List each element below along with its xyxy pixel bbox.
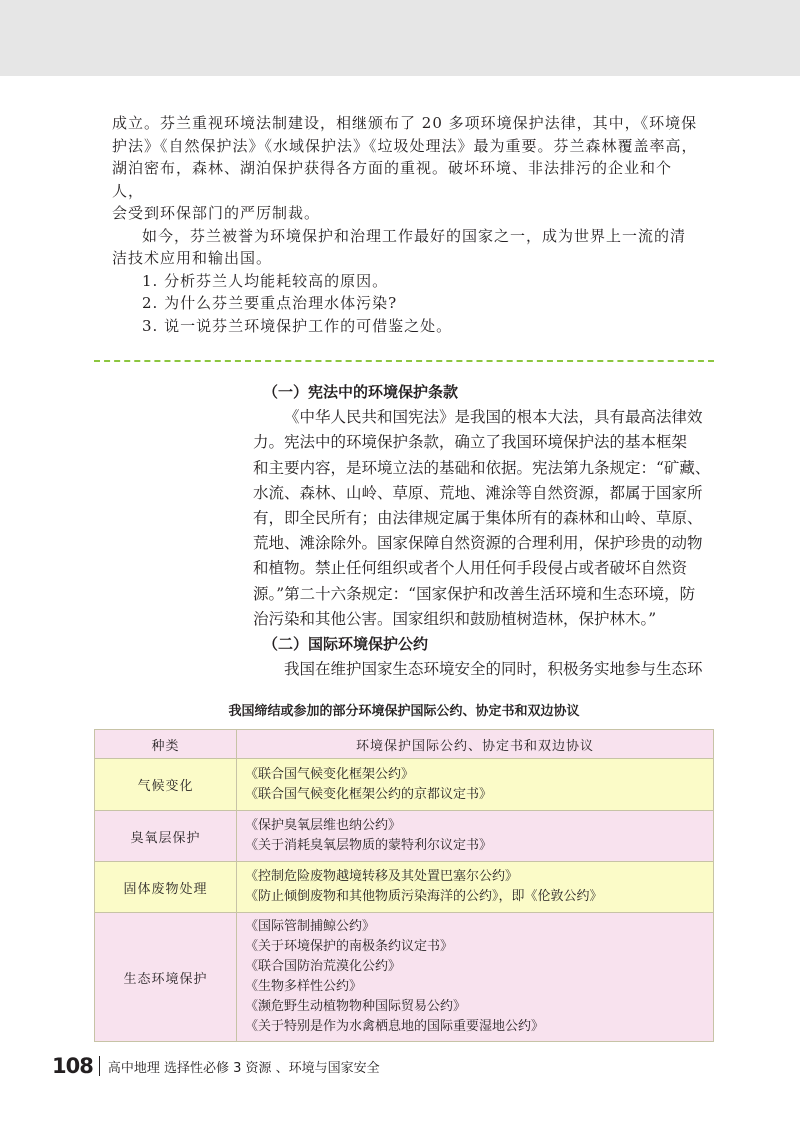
page-footer [52,1054,380,1078]
treaty-item: 《生物多样性公约》 [245,979,363,994]
book-title: 高中地理 选择性必修 3 资源 、环境与国家安全 [107,1060,380,1076]
law-para1-line: 力。宪法中的环境保护条款，确立了我国环境保护法的基本框架 [253,433,688,452]
footer-divider [99,1056,100,1076]
row-category: 固体废物处理 [95,862,237,913]
treaty-item: 《关于环境保护的南极条约议定书》 [245,939,454,954]
case-para1-line: 成立。芬兰重视环境法制建设，相继颁布了 20 多项环境保护法律，其中，《环境保 [112,114,698,132]
header-category: 种类 [95,730,237,759]
heading-constitution: （一）宪法中的环境保护条款 [263,383,459,401]
treaty-item: 《防止倾倒废物和其他物质污染海洋的公约》，即《伦敦公约》 [245,889,603,904]
case-para2-line: 如今，芬兰被誉为环境保护和治理工作最好的国家之一，成为世界上一流的清 [142,226,687,245]
case-para1-line: 会受到环保部门的严厉制裁。 [112,204,321,222]
row-items [237,913,714,1042]
page-number: 108 [52,1054,93,1078]
heading-international: （二）国际环境保护公约 [263,635,429,654]
law-para1-line: 源。”第二十六条规定：“国家保护和改善生活环境和生态环境，防 [253,584,696,603]
treaty-item: 《国际管制捕鲸公约》 [245,919,376,934]
table-row [95,913,714,1042]
law-para1-line: 治污染和其他公害。国家组织和鼓励植树造林，保护林木。” [253,609,657,628]
case-question-2: 2. 为什么芬兰要重点治理水体污染? [142,294,398,312]
law-para1-line: 水流、森林、山岭、草原、荒地、滩涂等自然资源，都属于国家所 [253,483,703,502]
row-category: 气候变化 [95,759,237,811]
law-section [253,380,721,682]
table-row [95,759,714,811]
table-row [95,862,714,913]
row-items [237,811,714,862]
treaty-item: 《联合国气候变化框架公约》 [245,766,415,782]
law-para1-line: 《中华人民共和国宪法》是我国的根本大法，具有最高法律效 [284,408,703,427]
case-para1-line: 护法》《自然保护法》《水域保护法》《垃圾处理法》最为重要。芬兰森林覆盖率高， [112,136,698,155]
treaty-item: 《关于消耗臭氧层物质的蒙特利尔议定书》 [245,838,493,853]
treaty-item: 《联合国气候变化框架公约的京都议定书》 [245,786,493,802]
case-question-3: 3. 说一说芬兰环境保护工作的可借鉴之处。 [142,316,453,335]
law-para2-line: 我国在维护国家生态环境安全的同时，积极务实地参与生态环 [284,660,703,679]
treaty-table [94,729,714,1042]
law-para1-line: 和植物。禁止任何组织或者个人用任何手段侵占或者破坏自然资 [253,559,688,578]
treaty-item: 《联合国防治荒漠化公约》 [245,959,402,974]
top-gray-band [0,0,800,76]
row-category: 臭氧层保护 [95,811,237,862]
section-divider [94,360,714,362]
treaty-item: 《关于特别是作为水禽栖息地的国际重要湿地公约》 [245,1019,545,1034]
table-header-row [95,730,714,759]
row-items [237,862,714,913]
header-treaties: 环境保护国际公约、协定书和双边协议 [237,730,714,759]
table-caption: 我国缔结或参加的部分环境保护国际公约、协定书和双边协议 [228,704,580,719]
treaty-item: 《控制危险废物越境转移及其处置巴塞尔公约》 [245,869,519,884]
case-para2-line: 洁技术应用和输出国。 [112,249,273,267]
row-category: 生态环境保护 [95,913,237,1042]
law-para1-line: 和主要内容，是环境立法的基础和依据。宪法第九条规定：“矿藏、 [253,458,711,477]
law-para1-line: 荒地、滩涂除外。国家保障自然资源的合理利用，保护珍贵的动物 [253,534,703,553]
treaty-item: 《保护臭氧层维也纳公约》 [245,818,402,833]
row-items [237,759,714,811]
law-para1-line: 有，即全民所有；由法律规定属于集体所有的森林和山岭、草原、 [253,509,703,528]
case-study-text [112,112,702,337]
table-row [95,811,714,862]
case-para1-line: 湖泊密布，森林、湖泊保护获得各方面的重视。破坏环境、非法排污的企业和个人， [112,159,673,200]
treaty-item: 《濒危野生动植物物种国际贸易公约》 [245,999,467,1014]
case-question-1: 1. 分析芬兰人均能耗较高的原因。 [142,271,389,290]
